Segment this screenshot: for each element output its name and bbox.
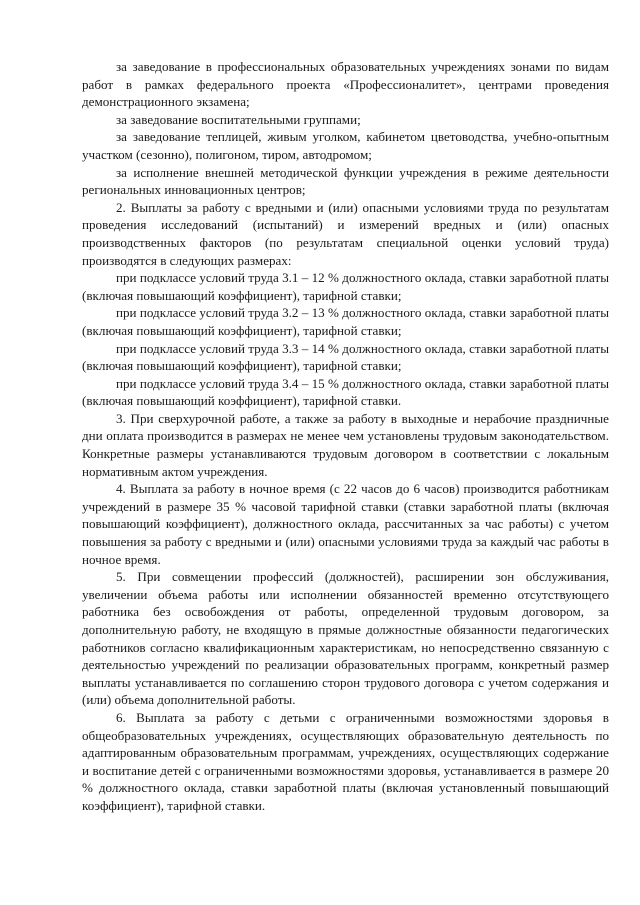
paragraph-zone-management: за заведование в профессиональных образовательных учреждениях зонами по видам работ в рамках федерального проекта «Профессионалитет», центрами проведения демонстрационного экзамена; (82, 59, 609, 110)
paragraph-hazardous-conditions: 2. Выплаты за работу с вредными и (или) опасными условиями труда по результатам проведения исследований (испытаний) и измерений вредных и (или) опасных производственных факторов (по результатам специальной оценки условий труда) производятся в следующих размерах: (82, 199, 609, 268)
paragraph-subclass-3-3: при подклассе условий труда 3.3 – 14 % должностного оклада, ставки заработной платы (включая повышающий коэффициент), тарифной ставки; (82, 340, 609, 374)
paragraph-subclass-3-4: при подклассе условий труда 3.4 – 15 % должностного оклада, ставки заработной платы (включая повышающий коэффициент), тарифной ставки. (82, 375, 609, 409)
paragraph-subclass-3-2: при подклассе условий труда 3.2 – 13 % должностного оклада, ставки заработной платы (включая повышающий коэффициент), тарифной ставки; (82, 305, 609, 338)
paragraph-educational-groups: за заведование воспитательными группами; (116, 111, 361, 127)
paragraph-subclass-3-1: при подклассе условий труда 3.1 – 12 % должностного оклада, ставки заработной платы (включая повышающий коэффициент), тарифной ставки; (82, 270, 609, 303)
paragraph-night-work: 4. Выплата за работу в ночное время (с 22 часов до 6 часов) производится работникам учреждений в размере 35 % часовой тарифной ставки (ставки заработной платы (включая повышающий коэффициент), должностного оклада, рассчитанных за час работы) с учетом повышения за работу с вредными и (или) опасными условиями труда за каждый час работы в ночное время. (82, 481, 609, 567)
paragraph-methodical-function: за исполнение внешней методической функции учреждения в режиме деятельности региональных инновационных центров; (82, 164, 609, 198)
paragraph-greenhouse-management: за заведование теплицей, живым уголком, кабинетом цветоводства, учебно-опытным участком (сезонно), полигоном, тиром, автодромом; (82, 129, 609, 162)
paragraph-combination: 5. При совмещении профессий (должностей), расширении зон обслуживания, увеличении объема работы или исполнении обязанностей временно отсутствующего работника без освобождения от работы, определенной трудовым договором, за дополнительную работу, не входящую в прямые должностные обязанности педагогических работников согласно квалификационным характеристикам, но непосредственно связанную с деятельностью учреждений по реализации образовательных программ, конкретный размер выплаты устанавливается по соглашению сторон трудового договора с учетом содержания и (или) объема дополнительной работы. (82, 569, 609, 708)
paragraph-overtime: 3. При сверхурочной работе, а также за работу в выходные и нерабочие праздничные дни оплата производится в размерах не менее чем установлены трудовым законодательством. Конкретные размеры устанавливаются трудовым договором в соответствии с локальным нормативным актом учреждения. (82, 410, 609, 479)
paragraph-disabled-children: 6. Выплата за работу с детьми с ограниченными возможностями здоровья в общеобразовательных учреждениях, осуществляющих образовательную деятельность по адаптированным образовательным программам, учреждениях, осуществляющих содержание и воспитание детей с ограниченными возможностями здоровья, устанавливается в размере 20 % должностного оклада, ставки заработной платы (включая установленный повышающий коэффициент), тарифной ставки. (82, 709, 609, 813)
